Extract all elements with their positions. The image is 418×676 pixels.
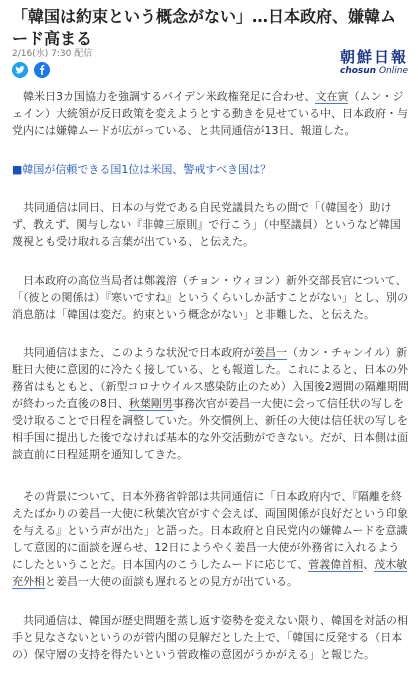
link-akiba-takeo[interactable]: 秋葉剛男	[128, 397, 173, 410]
link-moon-jae-in[interactable]: 文在寅	[315, 90, 349, 103]
p1-text-b: （ムン・ジェイン）大統領が反日政策を変えようとする動きを見せている中、日本政府・与党内には嫌韓ムードが広がっている、と共同通信が13日、報道した。	[12, 90, 408, 137]
paragraph-6: 共同通信は、韓国が歴史問題を蒸し返す姿勢を変えない限り、韓国を対話の相手と見なさないというのが菅内閣の見解だとした上で、「韓国に反発する（日本の）保守層の支持を得たいという菅政権の意図がうかがえる」と報じた。	[12, 614, 408, 661]
p4-text-a: 共同通信はまた、このような状況で日本政府が	[23, 346, 254, 359]
article-meta	[12, 46, 92, 59]
paragraph-1	[12, 88, 410, 139]
p5-text-a: その背景について、日本外務省幹部は共同通信に「日本政府内で、『隔離を終えたばかりの姜昌一大使に秋葉次官がすぐ会えば、両国関係が良好だという印象を与える』という声が出た」と語った。日本政府と自民党内の嫌韓ムードを意識して意図的に面談を遅らせ、12日にようやく姜昌一大使が外務省に入れるようにしたということだ。日本国内のこうしたムードに応じて、	[12, 490, 408, 571]
facebook-icon[interactable]	[34, 62, 50, 78]
paragraph-4	[12, 344, 410, 463]
publish-date: 2/16(水) 7:30	[12, 49, 72, 59]
share-bar	[12, 62, 50, 78]
related-article-link[interactable]: ■韓国が信頼できる国1位は米国、警戒すべき国は？	[12, 163, 272, 176]
p4-text-c: 事務次官が姜昌一大使に会って信任状の写しを受け取ることで日程を調整していた。外交慣例上、新任の大使は信任状の写しを相手国に提出した後でなければ基本的な外交活動ができない。だが、日本側は面談直前に日程延期を通知してきた。	[12, 397, 408, 461]
p5-text-c: と姜昌一大使の面談も遅れるとの見方が出ている。	[45, 575, 298, 588]
logo-en-text	[300, 66, 408, 77]
link-motegi-toshimitsu[interactable]: 茂木敏充外相	[12, 558, 408, 588]
paragraph-5	[12, 488, 410, 590]
logo-jp-text: 朝鮮日報	[339, 48, 408, 66]
p1-text-a: 韓米日3カ国協力を強調するバイデン米政権発足に合わせ、	[23, 90, 316, 103]
twitter-icon[interactable]	[12, 62, 28, 78]
link-suga-yoshihide[interactable]: 菅義偉首相	[308, 558, 364, 571]
logo-en-bold: chosun	[339, 66, 377, 76]
paragraph-2: 共同通信は同日、日本の与党である自民党議員たちの間で「（韓国を）助けず、教えず、関与しない『非韓三原則』で行こう」（中堅議員）というなど韓国蔑視とも受け取れる言葉が出ている、と伝えた。	[12, 201, 401, 248]
paragraph-3: 日本政府の高位当局者は鄭義溶（チョン・ウィヨン）新外交部長官について、「（彼との関係は）『寒いですね』というくらいしか話すことがない」とし、別の消息筋は「韓国は変だ。約束という概念がない」と非難した、と伝えた。	[12, 274, 408, 321]
p5-text-b: 、	[363, 558, 375, 571]
logo-en-sub: Online	[376, 66, 408, 76]
article-title: 「韓国は約束という概念がない」…日本政府、嫌韓ムード高まる	[12, 7, 397, 48]
p4-text-b: （カン・チャンイル）新駐日大使に意図的に冷たく接している、とも報道した。これによると、日本の外務省はもともと、（新型コロナウイルス感染防止のため）入国後2週間の隔離期間が終わった直後の8日、	[12, 346, 409, 410]
link-kang-chang-il[interactable]: 姜昌一	[254, 346, 287, 359]
publish-status: 配信	[74, 49, 93, 59]
chosun-online-logo[interactable]	[300, 48, 408, 77]
